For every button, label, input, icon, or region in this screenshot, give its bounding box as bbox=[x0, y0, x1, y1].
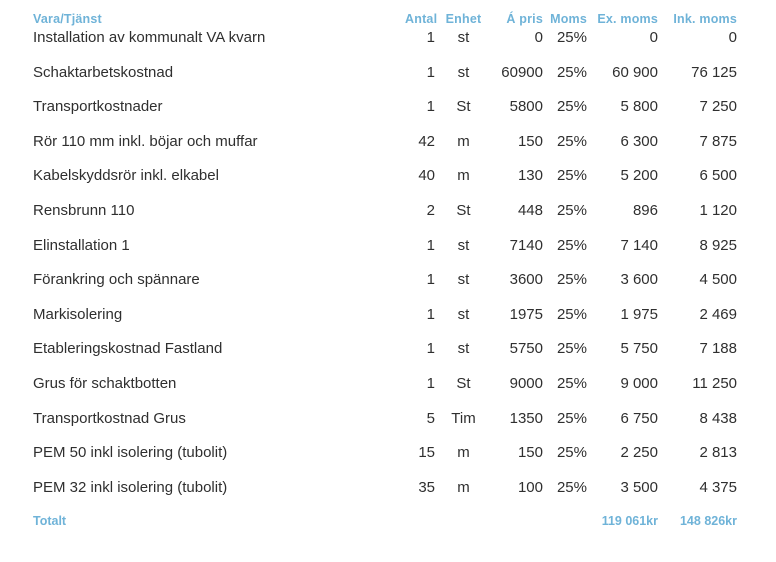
cell-inc-vat: 2 469 bbox=[699, 305, 737, 323]
table-header bbox=[33, 8, 737, 29]
cell-item: Markisolering bbox=[33, 305, 123, 323]
cell-inc-vat: 8 925 bbox=[699, 236, 737, 254]
cell-unit-price: 150 bbox=[517, 132, 543, 150]
cell-unit: st bbox=[457, 340, 470, 358]
cell-item: Installation av kommunalt VA kvarn bbox=[33, 29, 266, 46]
total-spacer bbox=[543, 513, 587, 539]
cell-item: Elinstallation 1 bbox=[33, 236, 130, 254]
cell-unit-price: 9000 bbox=[509, 374, 543, 392]
total-label: Totalt bbox=[33, 514, 67, 529]
cell-item: Rör 110 mm inkl. böjar och muffar bbox=[33, 132, 258, 150]
table-body bbox=[33, 29, 737, 513]
cell-vat: 25% bbox=[556, 340, 587, 358]
cell-item: Transportkostnader bbox=[33, 98, 163, 116]
cell-quantity: 35 bbox=[418, 478, 435, 496]
cell-ex-vat: 896 bbox=[632, 201, 658, 219]
cell-unit: Tim bbox=[451, 409, 476, 427]
cell-item: Transportkostnad Grus bbox=[33, 409, 186, 427]
cell-ex-vat: 60 900 bbox=[612, 63, 658, 81]
cell-inc-vat: 6 500 bbox=[699, 167, 737, 185]
column-header-unit: Enhet bbox=[445, 11, 482, 26]
cell-quantity: 1 bbox=[426, 29, 435, 46]
cell-vat: 25% bbox=[556, 305, 587, 323]
cell-item: Etableringskostnad Fastland bbox=[33, 340, 223, 358]
cell-inc-vat: 76 125 bbox=[691, 63, 737, 81]
column-header-inc-vat: Ink. moms bbox=[673, 11, 737, 26]
cell-quantity: 40 bbox=[418, 167, 435, 185]
cell-ex-vat: 3 600 bbox=[620, 271, 658, 289]
cell-quantity: 1 bbox=[426, 63, 435, 81]
cell-quantity: 1 bbox=[426, 340, 435, 358]
cell-vat: 25% bbox=[556, 409, 587, 427]
cell-vat: 25% bbox=[556, 98, 587, 116]
cell-inc-vat: 7 188 bbox=[699, 340, 737, 358]
total-ex-vat-value: 119 061kr bbox=[601, 514, 658, 529]
cell-inc-vat: 4 500 bbox=[699, 271, 737, 289]
cell-unit-price: 100 bbox=[517, 478, 543, 496]
cell-ex-vat: 5 200 bbox=[620, 167, 658, 185]
cell-unit: St bbox=[456, 201, 471, 219]
table-row bbox=[33, 64, 737, 99]
table-row bbox=[33, 133, 737, 168]
cell-unit: m bbox=[457, 132, 470, 150]
cell-unit: m bbox=[457, 444, 470, 462]
cell-ex-vat: 0 bbox=[649, 29, 658, 46]
cell-item: Rensbrunn 110 bbox=[33, 201, 135, 219]
cell-ex-vat: 2 250 bbox=[620, 444, 658, 462]
table-row bbox=[33, 375, 737, 410]
cell-inc-vat: 1 120 bbox=[699, 201, 737, 219]
cell-ex-vat: 3 500 bbox=[620, 478, 658, 496]
cell-item: Kabelskyddsrör inkl. elkabel bbox=[33, 167, 219, 185]
cell-inc-vat: 2 813 bbox=[699, 444, 737, 462]
cell-ex-vat: 5 750 bbox=[620, 340, 658, 358]
table-row bbox=[33, 167, 737, 202]
cell-unit: St bbox=[456, 374, 471, 392]
cell-quantity: 42 bbox=[418, 132, 435, 150]
column-header-ex-vat: Ex. moms bbox=[597, 11, 658, 26]
table-row bbox=[33, 444, 737, 479]
table-row bbox=[33, 29, 737, 64]
cell-ex-vat: 7 140 bbox=[620, 236, 658, 254]
cell-item: Förankring och spännare bbox=[33, 271, 200, 289]
table-row bbox=[33, 410, 737, 445]
cell-unit: st bbox=[457, 63, 470, 81]
cell-unit: m bbox=[457, 167, 470, 185]
cell-unit: m bbox=[457, 478, 470, 496]
cell-ex-vat: 9 000 bbox=[620, 374, 658, 392]
cell-vat: 25% bbox=[556, 444, 587, 462]
total-row bbox=[33, 513, 737, 539]
cell-vat: 25% bbox=[556, 236, 587, 254]
cell-quantity: 1 bbox=[426, 305, 435, 323]
cell-unit-price: 3600 bbox=[509, 271, 543, 289]
cell-inc-vat: 0 bbox=[728, 29, 737, 46]
cell-inc-vat: 4 375 bbox=[699, 478, 737, 496]
cell-quantity: 5 bbox=[426, 409, 435, 427]
cell-item: Schaktarbetskostnad bbox=[33, 63, 174, 81]
cell-item: Grus för schaktbotten bbox=[33, 374, 177, 392]
cell-unit: st bbox=[457, 236, 470, 254]
column-header-item: Vara/Tjänst bbox=[33, 11, 102, 26]
cell-unit-price: 60900 bbox=[501, 63, 543, 81]
cell-unit: st bbox=[457, 305, 470, 323]
cell-unit-price: 7140 bbox=[509, 236, 543, 254]
table-footer bbox=[33, 513, 737, 539]
cell-vat: 25% bbox=[556, 132, 587, 150]
table-row bbox=[33, 340, 737, 375]
cell-unit-price: 150 bbox=[517, 444, 543, 462]
cell-quantity: 15 bbox=[418, 444, 435, 462]
cell-ex-vat: 6 750 bbox=[620, 409, 658, 427]
total-spacer bbox=[405, 513, 435, 539]
total-spacer bbox=[435, 513, 492, 539]
cell-inc-vat: 7 875 bbox=[699, 132, 737, 150]
cell-vat: 25% bbox=[556, 167, 587, 185]
cell-quantity: 1 bbox=[426, 271, 435, 289]
table-row bbox=[33, 98, 737, 133]
table-row bbox=[33, 202, 737, 237]
cell-vat: 25% bbox=[556, 478, 587, 496]
cell-quantity: 1 bbox=[426, 98, 435, 116]
cell-unit: st bbox=[457, 29, 470, 46]
cell-vat: 25% bbox=[556, 374, 587, 392]
total-inc-vat-value: 148 826kr bbox=[679, 514, 737, 529]
cell-unit-price: 1350 bbox=[509, 409, 543, 427]
cell-ex-vat: 1 975 bbox=[620, 305, 658, 323]
cell-unit-price: 1975 bbox=[509, 305, 543, 323]
cell-vat: 25% bbox=[556, 29, 587, 46]
cell-vat: 25% bbox=[556, 201, 587, 219]
invoice-line-items-table bbox=[33, 8, 737, 539]
cell-unit-price: 448 bbox=[517, 201, 543, 219]
cell-unit-price: 5800 bbox=[509, 98, 543, 116]
header-row bbox=[33, 8, 737, 29]
cell-vat: 25% bbox=[556, 63, 587, 81]
column-header-vat: Moms bbox=[550, 11, 587, 26]
cell-unit-price: 130 bbox=[517, 167, 543, 185]
cell-item: PEM 32 inkl isolering (tubolit) bbox=[33, 478, 228, 496]
cell-ex-vat: 6 300 bbox=[620, 132, 658, 150]
cell-item: PEM 50 inkl isolering (tubolit) bbox=[33, 444, 228, 462]
table-row bbox=[33, 306, 737, 341]
cell-unit-price: 5750 bbox=[509, 340, 543, 358]
cell-inc-vat: 8 438 bbox=[699, 409, 737, 427]
cell-inc-vat: 7 250 bbox=[699, 98, 737, 116]
cell-ex-vat: 5 800 bbox=[620, 98, 658, 116]
column-header-unit-price: Á pris bbox=[506, 11, 543, 26]
cell-quantity: 1 bbox=[426, 236, 435, 254]
cell-vat: 25% bbox=[556, 271, 587, 289]
cell-unit: st bbox=[457, 271, 470, 289]
column-header-quantity: Antal bbox=[405, 11, 438, 26]
cell-unit-price: 0 bbox=[534, 29, 543, 46]
cell-quantity: 1 bbox=[426, 374, 435, 392]
table-row bbox=[33, 479, 737, 514]
table-row bbox=[33, 237, 737, 272]
cell-inc-vat: 11 250 bbox=[692, 374, 737, 392]
total-spacer bbox=[492, 513, 543, 539]
cell-unit: St bbox=[456, 98, 471, 116]
table-row bbox=[33, 271, 737, 306]
cell-quantity: 2 bbox=[426, 201, 435, 219]
